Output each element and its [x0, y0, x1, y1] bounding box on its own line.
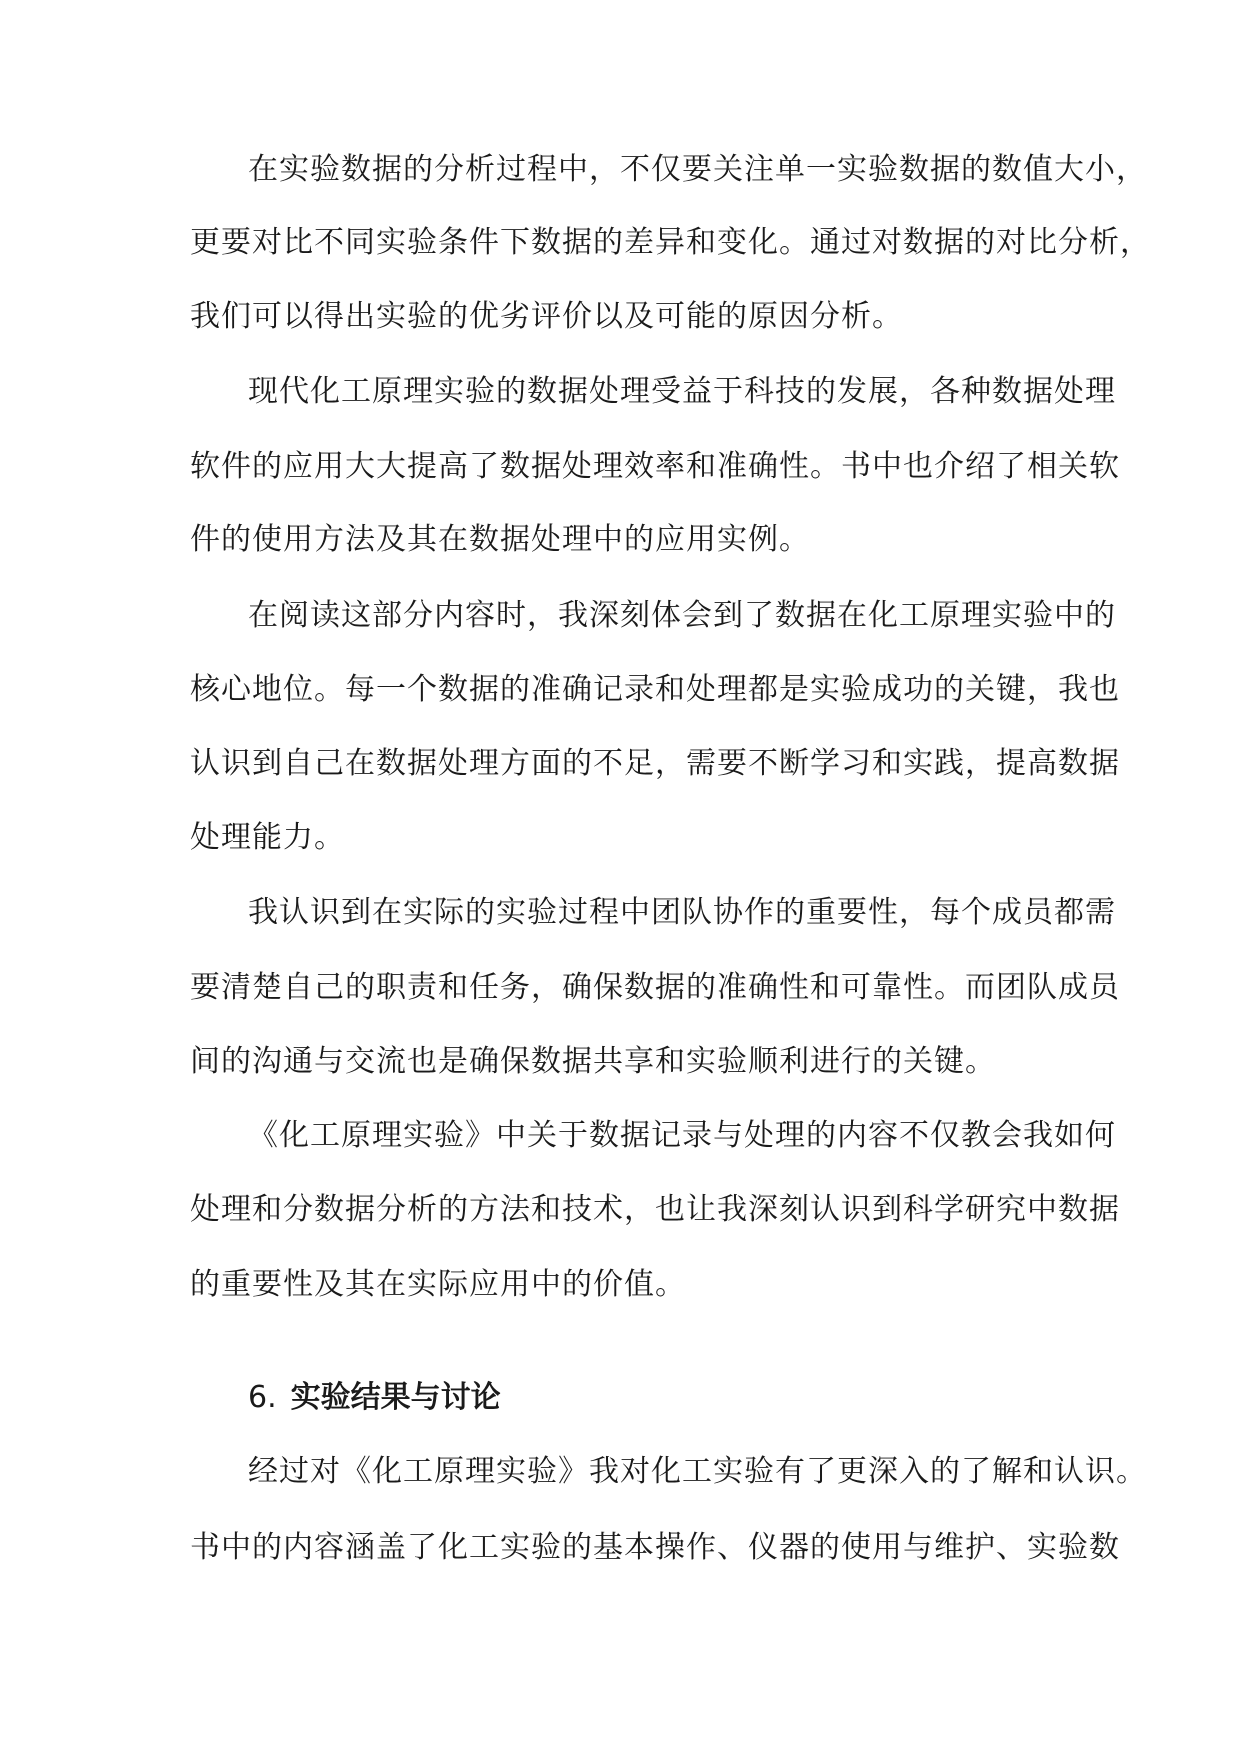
paragraph-1-line-3: 我们可以得出实验的优劣评价以及可能的原因分析。: [190, 299, 903, 334]
section-heading: [248, 1378, 501, 1418]
section-title: 实验结果与讨论: [290, 1380, 501, 1415]
section-number: 6.: [248, 1380, 277, 1415]
paragraph-4-line-2: 要清楚自己的职责和任务，确保数据的准确性和可靠性。而团队成员: [190, 970, 1120, 1005]
paragraph-2-line-3: 件的使用方法及其在数据处理中的应用实例。: [190, 522, 810, 557]
paragraph-1-line-1: 在实验数据的分析过程中，不仅要关注单一实验数据的数值大小，: [248, 152, 1147, 187]
paragraph-5-line-2: 处理和分数据分析的方法和技术，也让我深刻认识到科学研究中数据: [190, 1192, 1120, 1227]
paragraph-1-line-2: 更要对比不同实验条件下数据的差异和变化。通过对数据的对比分析，: [190, 225, 1151, 260]
section-paragraph-line-2: 书中的内容涵盖了化工实验的基本操作、仪器的使用与维护、实验数: [190, 1530, 1120, 1565]
paragraph-2-line-1: 现代化工原理实验的数据处理受益于科技的发展，各种数据处理: [248, 374, 1116, 409]
paragraph-5-line-1: 《化工原理实验》中关于数据记录与处理的内容不仅教会我如何: [248, 1118, 1116, 1153]
paragraph-3-line-3: 认识到自己在数据处理方面的不足，需要不断学习和实践，提高数据: [190, 746, 1120, 781]
section-paragraph-line-1: 经过对《化工原理实验》我对化工实验有了更深入的了解和认识。: [248, 1454, 1147, 1489]
paragraph-3-line-2: 核心地位。每一个数据的准确记录和处理都是实验成功的关键，我也: [190, 672, 1120, 707]
paragraph-3-line-1: 在阅读这部分内容时，我深刻体会到了数据在化工原理实验中的: [248, 598, 1116, 633]
paragraph-4-line-3: 间的沟通与交流也是确保数据共享和实验顺利进行的关键。: [190, 1044, 996, 1079]
paragraph-4-line-1: 我认识到在实际的实验过程中团队协作的重要性，每个成员都需: [248, 895, 1116, 930]
paragraph-5-line-3: 的重要性及其在实际应用中的价值。: [190, 1267, 686, 1302]
paragraph-3-line-4: 处理能力。: [190, 820, 345, 855]
paragraph-2-line-2: 软件的应用大大提高了数据处理效率和准确性。书中也介绍了相关软: [190, 449, 1120, 484]
